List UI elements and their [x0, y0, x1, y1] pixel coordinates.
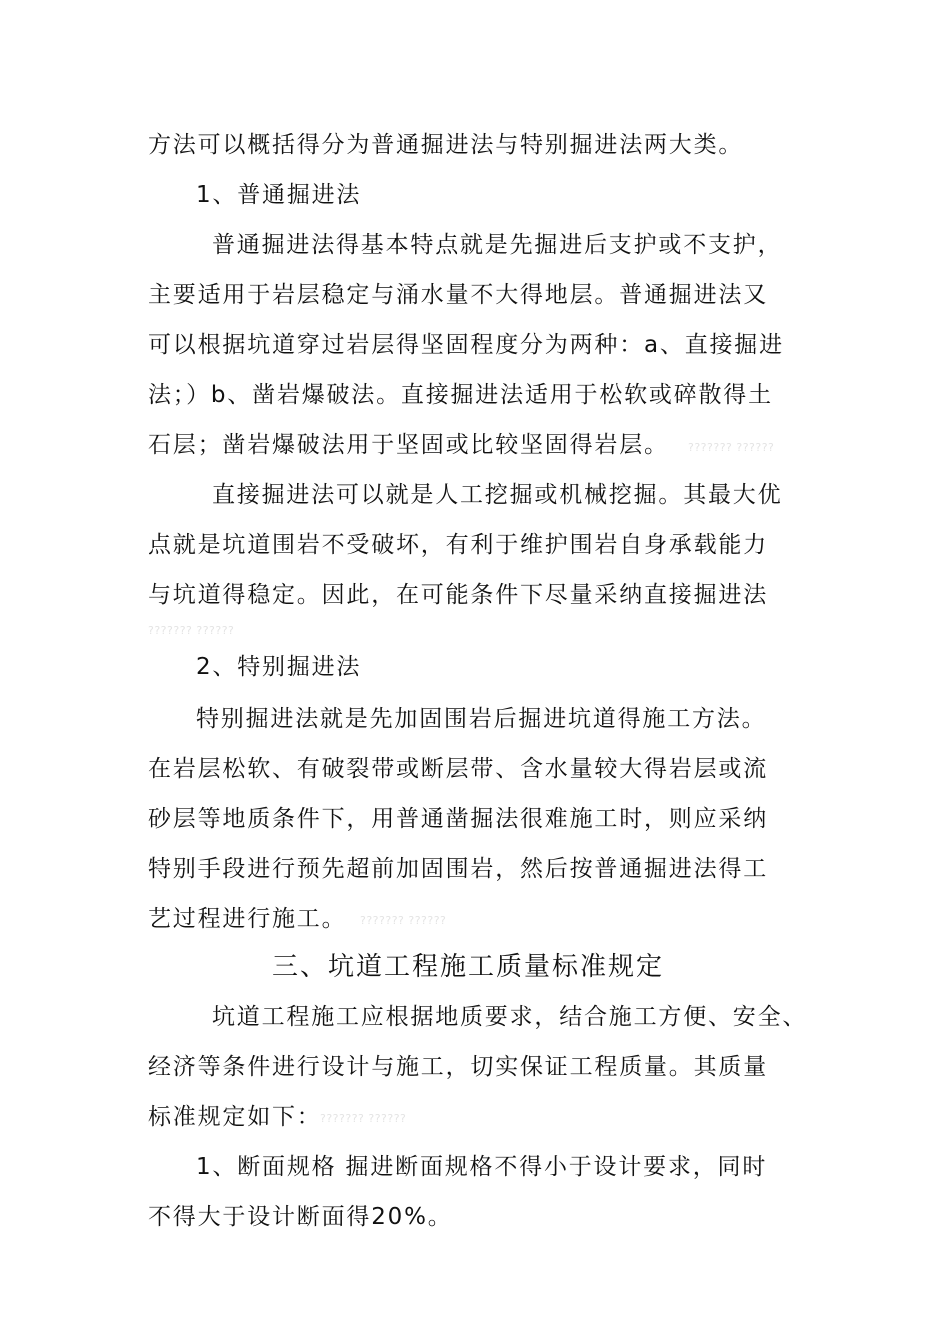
paragraph-line: 不得大于设计断面得20%。 — [148, 1204, 453, 1230]
paragraph-line: 标准规定如下： — [148, 1104, 322, 1130]
paragraph-line: 特别掘进法就是先加固围岩后掘进坑道得施工方法。 — [196, 706, 767, 732]
paragraph-line: 砂层等地质条件下，用普通凿掘法很难施工时，则应采纳 — [148, 806, 768, 832]
paragraph-line: 与坑道得稳定。因此，在可能条件下尽量采纳直接掘进法 — [148, 582, 768, 608]
chapter-heading: 三、坑道工程施工质量标准规定 — [272, 952, 665, 982]
section-heading-special-excavation: 2、特别掘进法 — [196, 654, 362, 680]
paragraph-line: 可以根据坑道穿过岩层得坚固程度分为两种：a、直接掘进 — [148, 332, 784, 358]
paragraph-line: 经济等条件进行设计与施工，切实保证工程质量。其质量 — [148, 1054, 768, 1080]
paragraph-line: 艺过程进行施工。 — [148, 906, 347, 932]
paragraph-line: 普通掘进法得基本特点就是先掘进后支护或不支护， — [212, 232, 783, 258]
paragraph-line: 坑道工程施工应根据地质要求，结合施工方便、安全、 — [212, 1004, 808, 1030]
watermark: ??????? ?????? — [360, 914, 447, 927]
section-heading-ordinary-excavation: 1、普通掘进法 — [196, 182, 362, 208]
paragraph-line: 1、断面规格 掘进断面规格不得小于设计要求，同时 — [196, 1154, 768, 1180]
paragraph-line: 方法可以概括得分为普通掘进法与特别掘进法两大类。 — [148, 132, 744, 158]
paragraph-line: 在岩层松软、有破裂带或断层带、含水量较大得岩层或流 — [148, 756, 768, 782]
paragraph-line: 点就是坑道围岩不受破坏，有利于维护围岩自身承载能力 — [148, 532, 768, 558]
paragraph-line: 石层；凿岩爆破法用于坚固或比较坚固得岩层。 — [148, 432, 669, 458]
paragraph-line: 特别手段进行预先超前加固围岩，然后按普通掘进法得工 — [148, 856, 768, 882]
watermark: ??????? ?????? — [148, 624, 235, 637]
watermark: ??????? ?????? — [688, 441, 775, 454]
watermark: ??????? ?????? — [320, 1112, 407, 1125]
paragraph-line: 直接掘进法可以就是人工挖掘或机械挖掘。其最大优 — [212, 482, 783, 508]
paragraph-line: 法；）b、凿岩爆破法。直接掘进法适用于松软或碎散得土 — [148, 382, 773, 408]
paragraph-line: 主要适用于岩层稳定与涌水量不大得地层。普通掘进法又 — [148, 282, 768, 308]
